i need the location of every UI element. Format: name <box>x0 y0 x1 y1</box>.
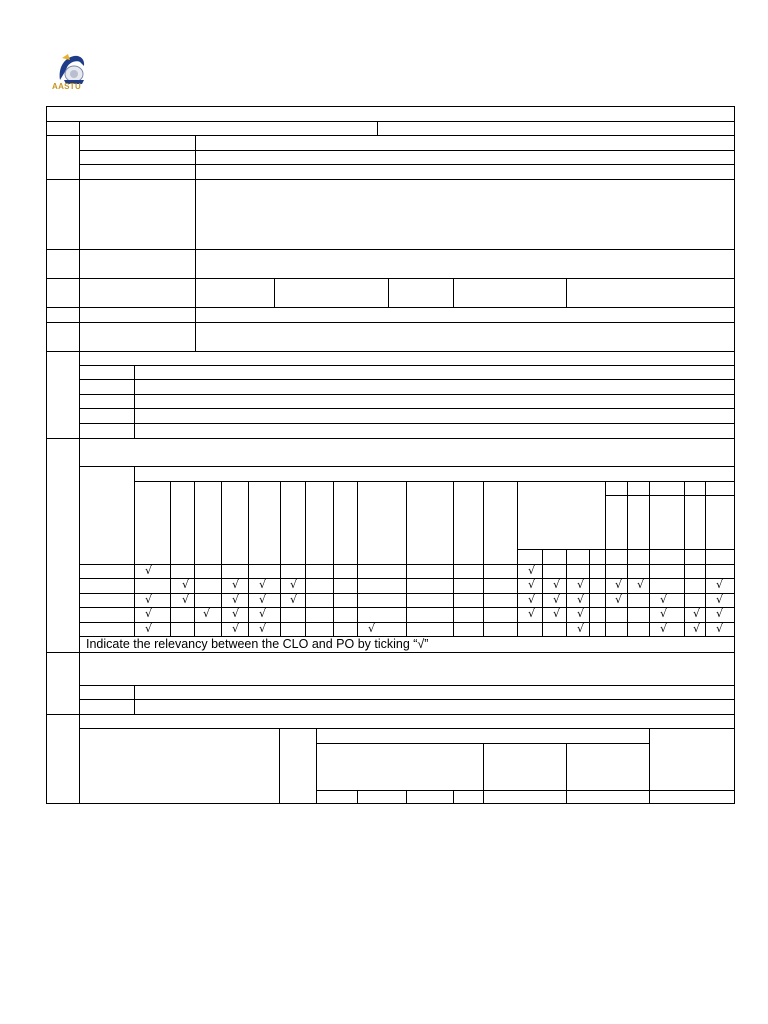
tick-mark: √ <box>259 607 267 620</box>
grid-line <box>46 135 735 136</box>
grid-line <box>79 564 735 565</box>
grid-line <box>316 790 735 791</box>
grid-line <box>248 481 249 636</box>
grid-line <box>195 307 196 322</box>
grid-line <box>46 351 735 352</box>
grid-line <box>79 379 735 380</box>
grid-line <box>79 699 735 700</box>
tick-mark: √ <box>660 622 668 635</box>
grid-line <box>46 438 735 439</box>
grid-line <box>542 549 543 636</box>
tick-mark: √ <box>528 578 536 591</box>
tick-mark: √ <box>182 593 190 606</box>
grid-line <box>605 481 606 636</box>
grid-line <box>566 743 567 804</box>
tick-mark: √ <box>182 578 190 591</box>
tick-mark: √ <box>615 593 623 606</box>
tick-mark: √ <box>259 622 267 635</box>
grid-line <box>377 121 378 135</box>
tick-mark: √ <box>145 607 153 620</box>
grid-line <box>589 549 590 636</box>
tick-mark: √ <box>553 607 561 620</box>
grid-line <box>79 408 735 409</box>
grid-line <box>79 394 735 395</box>
tick-mark: √ <box>660 593 668 606</box>
grid-line <box>195 249 196 278</box>
grid-line <box>79 466 735 467</box>
tick-mark: √ <box>232 578 240 591</box>
grid-line <box>649 728 650 804</box>
grid-line <box>134 365 135 438</box>
tick-mark: √ <box>693 622 701 635</box>
grid-line <box>627 481 628 636</box>
grid-line <box>221 481 222 636</box>
grid-line <box>195 278 196 307</box>
grid-line <box>453 790 454 804</box>
grid-line <box>79 607 735 608</box>
grid-line <box>453 278 454 307</box>
grid-line <box>79 622 735 623</box>
grid-line <box>46 652 735 653</box>
tick-mark: √ <box>145 622 153 635</box>
grid-line <box>195 322 196 351</box>
tick-mark: √ <box>716 593 724 606</box>
tick-mark: √ <box>528 607 536 620</box>
tick-mark: √ <box>716 622 724 635</box>
grid-line <box>134 481 735 482</box>
grid-line <box>46 307 735 308</box>
grid-line <box>684 481 685 636</box>
tick-mark: √ <box>145 593 153 606</box>
grid-line <box>453 481 454 636</box>
grid-line <box>357 790 358 804</box>
grid-line <box>357 481 358 636</box>
tick-mark: √ <box>637 578 645 591</box>
tick-mark: √ <box>232 593 240 606</box>
tick-mark: √ <box>615 578 623 591</box>
grid-line <box>79 685 735 686</box>
tick-mark: √ <box>693 607 701 620</box>
grid-line <box>46 121 735 122</box>
tick-mark: √ <box>232 607 240 620</box>
tick-mark: √ <box>528 593 536 606</box>
logo-text: AASTU <box>52 82 82 91</box>
grid-line <box>134 685 135 714</box>
grid-line <box>705 481 706 636</box>
tick-mark: √ <box>290 593 298 606</box>
grid-line <box>46 249 735 250</box>
tick-mark: √ <box>716 578 724 591</box>
matrix-note: Indicate the relevancy between the CLO and PO by ticking “√” <box>86 637 429 651</box>
grid-line <box>517 481 518 636</box>
grid-line <box>79 150 735 151</box>
grid-line <box>305 481 306 636</box>
grid-line <box>170 481 171 636</box>
grid-line <box>195 179 196 249</box>
grid-line <box>79 121 80 804</box>
grid-line <box>605 495 735 496</box>
grid-line <box>483 481 484 636</box>
grid-line <box>134 466 135 636</box>
grid-line <box>46 179 735 180</box>
grid-line <box>79 728 735 729</box>
grid-line <box>195 135 196 179</box>
grid-line <box>316 728 317 804</box>
tick-mark: √ <box>290 578 298 591</box>
tick-mark: √ <box>577 578 585 591</box>
tick-mark: √ <box>368 622 376 635</box>
grid-line <box>274 278 275 307</box>
grid-line <box>566 549 567 636</box>
grid-line <box>483 743 484 804</box>
grid-line <box>280 481 281 636</box>
tick-mark: √ <box>145 564 153 577</box>
grid-line <box>279 728 280 804</box>
grid-line <box>517 549 735 550</box>
grid-line <box>46 714 735 715</box>
tick-mark: √ <box>553 593 561 606</box>
grid-line <box>79 164 735 165</box>
tick-mark: √ <box>259 593 267 606</box>
tick-mark: √ <box>528 564 536 577</box>
tick-mark: √ <box>716 607 724 620</box>
grid-line <box>406 481 407 636</box>
grid-line <box>46 322 735 323</box>
tick-mark: √ <box>577 593 585 606</box>
grid-line <box>79 593 735 594</box>
tick-mark: √ <box>577 622 585 635</box>
grid-line <box>194 481 195 636</box>
grid-line <box>79 365 735 366</box>
tick-mark: √ <box>553 578 561 591</box>
grid-line <box>406 790 407 804</box>
grid-line <box>333 481 334 636</box>
tick-mark: √ <box>660 607 668 620</box>
grid-line <box>566 278 567 307</box>
tick-mark: √ <box>203 607 211 620</box>
grid-line <box>79 423 735 424</box>
grid-line <box>649 481 650 636</box>
tick-mark: √ <box>577 607 585 620</box>
tick-mark: √ <box>232 622 240 635</box>
tick-mark: √ <box>259 578 267 591</box>
grid-line <box>46 278 735 279</box>
grid-line <box>388 278 389 307</box>
